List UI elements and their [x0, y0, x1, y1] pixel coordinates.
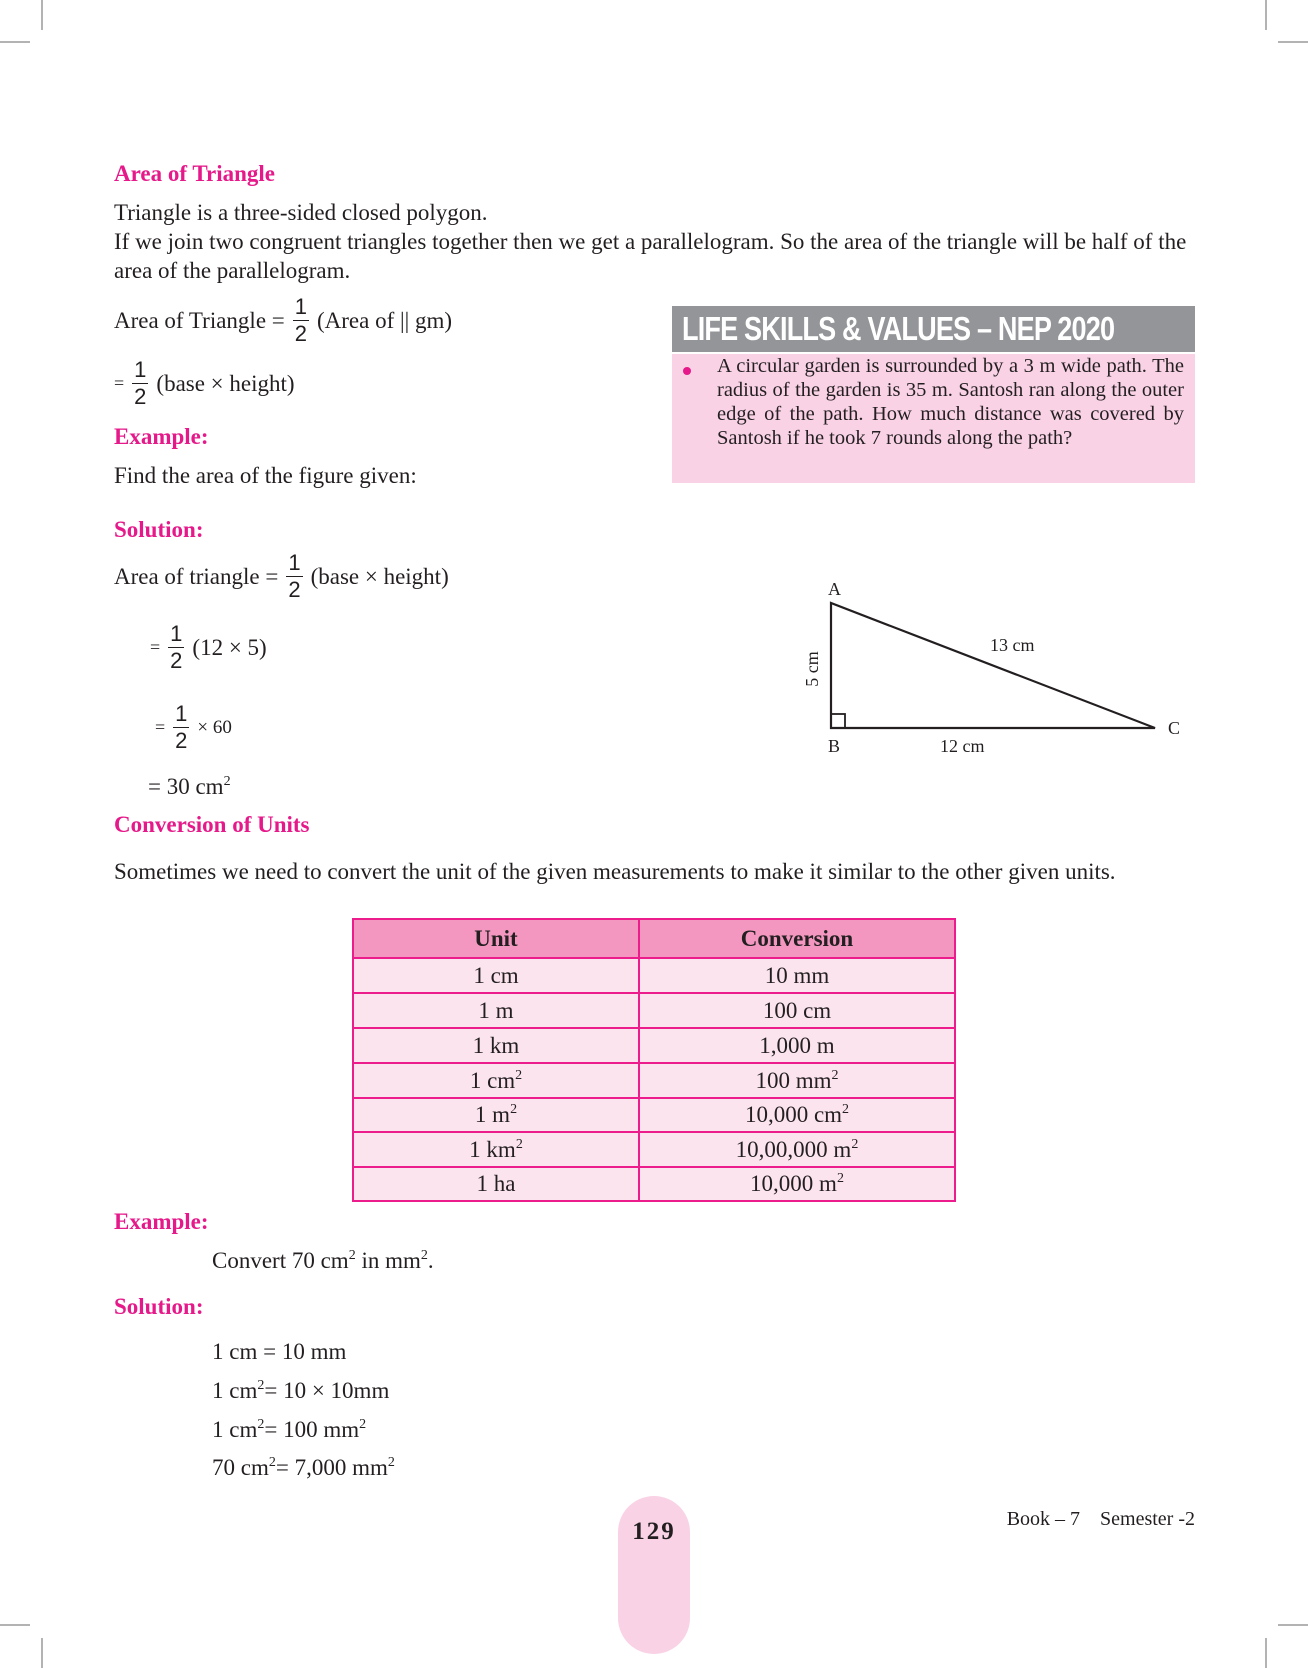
table-row: 1 km 1,000 m	[353, 1028, 955, 1063]
solution-line: 1 cm = 10 mm	[212, 1339, 347, 1364]
table-header-row	[353, 919, 955, 958]
vertex-label-c: C	[1168, 718, 1181, 738]
solution-step-3	[155, 703, 232, 752]
crop-mark	[1265, 0, 1267, 30]
formula-rhs: × 60	[197, 716, 232, 738]
vertex-label-b: B	[828, 736, 841, 756]
definition-text: Triangle is a three-sided closed polygon.	[114, 200, 488, 225]
bullet-icon	[683, 367, 691, 375]
life-skills-title: LIFE SKILLS & VALUES – NEP 2020	[672, 306, 1195, 352]
table-row: 1 $km^2$ 10,00,000 $m^2$	[353, 1132, 955, 1167]
solution-heading-2: Solution:	[114, 1294, 204, 1319]
solution-result: = 30 $cm^2$	[148, 774, 231, 799]
formula-rhs: (base × height)	[156, 370, 295, 396]
conversion-intro: Sometimes we need to convert the unit of the given measurements to make it similar to the other given units.	[114, 859, 1116, 884]
solution-line: 1 $cm^2= 100$ $mm^2$	[212, 1417, 367, 1442]
crop-mark	[1265, 1638, 1267, 1668]
vertex-label-a: A	[828, 579, 841, 599]
table-row: 1 $m^2$ 10,000 $cm^2$	[353, 1098, 955, 1132]
column-header-conversion: Conversion	[639, 919, 955, 958]
table-row: 1 m 100 cm	[353, 993, 955, 1028]
side-label-ab: 5 cm	[802, 651, 822, 687]
crop-mark	[0, 1624, 30, 1626]
formula-lhs: Area of triangle =	[114, 563, 279, 589]
table-row: 1 cm 10 mm	[353, 958, 955, 993]
solution-step-2	[150, 623, 267, 672]
formula-rhs: (12 × 5)	[192, 634, 267, 660]
formula-base-height	[114, 359, 295, 408]
side-label-bc: 12 cm	[940, 736, 985, 756]
triangle-diagram	[780, 570, 1200, 770]
page-number: 129	[632, 1518, 676, 1545]
crop-mark	[0, 41, 30, 43]
formula-rhs: (Area of || gm)	[317, 307, 453, 333]
crop-mark	[41, 0, 43, 30]
formula-lhs: =	[155, 717, 166, 737]
fraction-half: $\frac{1}{2}$	[170, 621, 183, 673]
fraction-half: $\frac{1}{2}$	[288, 550, 301, 602]
fraction-half: $\frac{1}{2}$	[134, 357, 147, 409]
table-row: 1 $cm^2$ 100 $mm^2$	[353, 1063, 955, 1098]
life-skills-box	[672, 306, 1195, 483]
fraction-half: $\frac{1}{2}$	[294, 294, 307, 346]
formula-lhs: =	[150, 637, 161, 657]
example-heading-2: Example:	[114, 1209, 209, 1234]
example-question: Find the area of the figure given:	[114, 463, 417, 488]
formula-rhs: (base × height)	[310, 563, 449, 589]
life-skills-body	[672, 354, 1195, 483]
formula-area-of-triangle	[114, 296, 452, 345]
table-row: 1 ha 10,000 $m^2$	[353, 1167, 955, 1201]
conversion-table	[352, 918, 956, 1202]
solution-heading: Solution:	[114, 517, 204, 542]
solution-step-1	[114, 552, 449, 601]
solution-line: 70 $cm^2= 7,000$ $mm^2$	[212, 1455, 395, 1480]
section-heading-area-of-triangle: Area of Triangle	[114, 161, 275, 186]
page-number-tab	[618, 1496, 690, 1654]
book-info: Book – 7 Semester -2	[1006, 1508, 1195, 1530]
crop-mark	[1278, 41, 1308, 43]
fraction-half: $\frac{1}{2}$	[175, 701, 188, 753]
side-label-ac: 13 cm	[990, 635, 1035, 655]
example-question-2: Convert 70 $cm^2$ in $mm^2$.	[212, 1248, 434, 1273]
explanation-text: If we join two congruent triangles together then we get a parallelogram. So the area of the triangle will be half of the area of the parallelogram.	[114, 229, 1187, 283]
solution-line: 1 $cm^2= 10 \times 10mm$	[212, 1378, 390, 1403]
example-heading: Example:	[114, 424, 209, 449]
formula-lhs: Area of Triangle =	[114, 307, 285, 333]
crop-mark	[41, 1638, 43, 1668]
column-header-unit: Unit	[353, 919, 639, 958]
life-skills-question: A circular garden is surrounded by a 3 m wide path. The radius of the garden is 35 m. Santosh ran along the outer edge of the path. How much distance was covered by Santosh if he took 7 rounds along the path?	[717, 355, 1184, 449]
formula-lhs: =	[114, 373, 125, 393]
crop-mark	[1278, 1624, 1308, 1626]
section-heading-conversion: Conversion of Units	[114, 812, 310, 837]
